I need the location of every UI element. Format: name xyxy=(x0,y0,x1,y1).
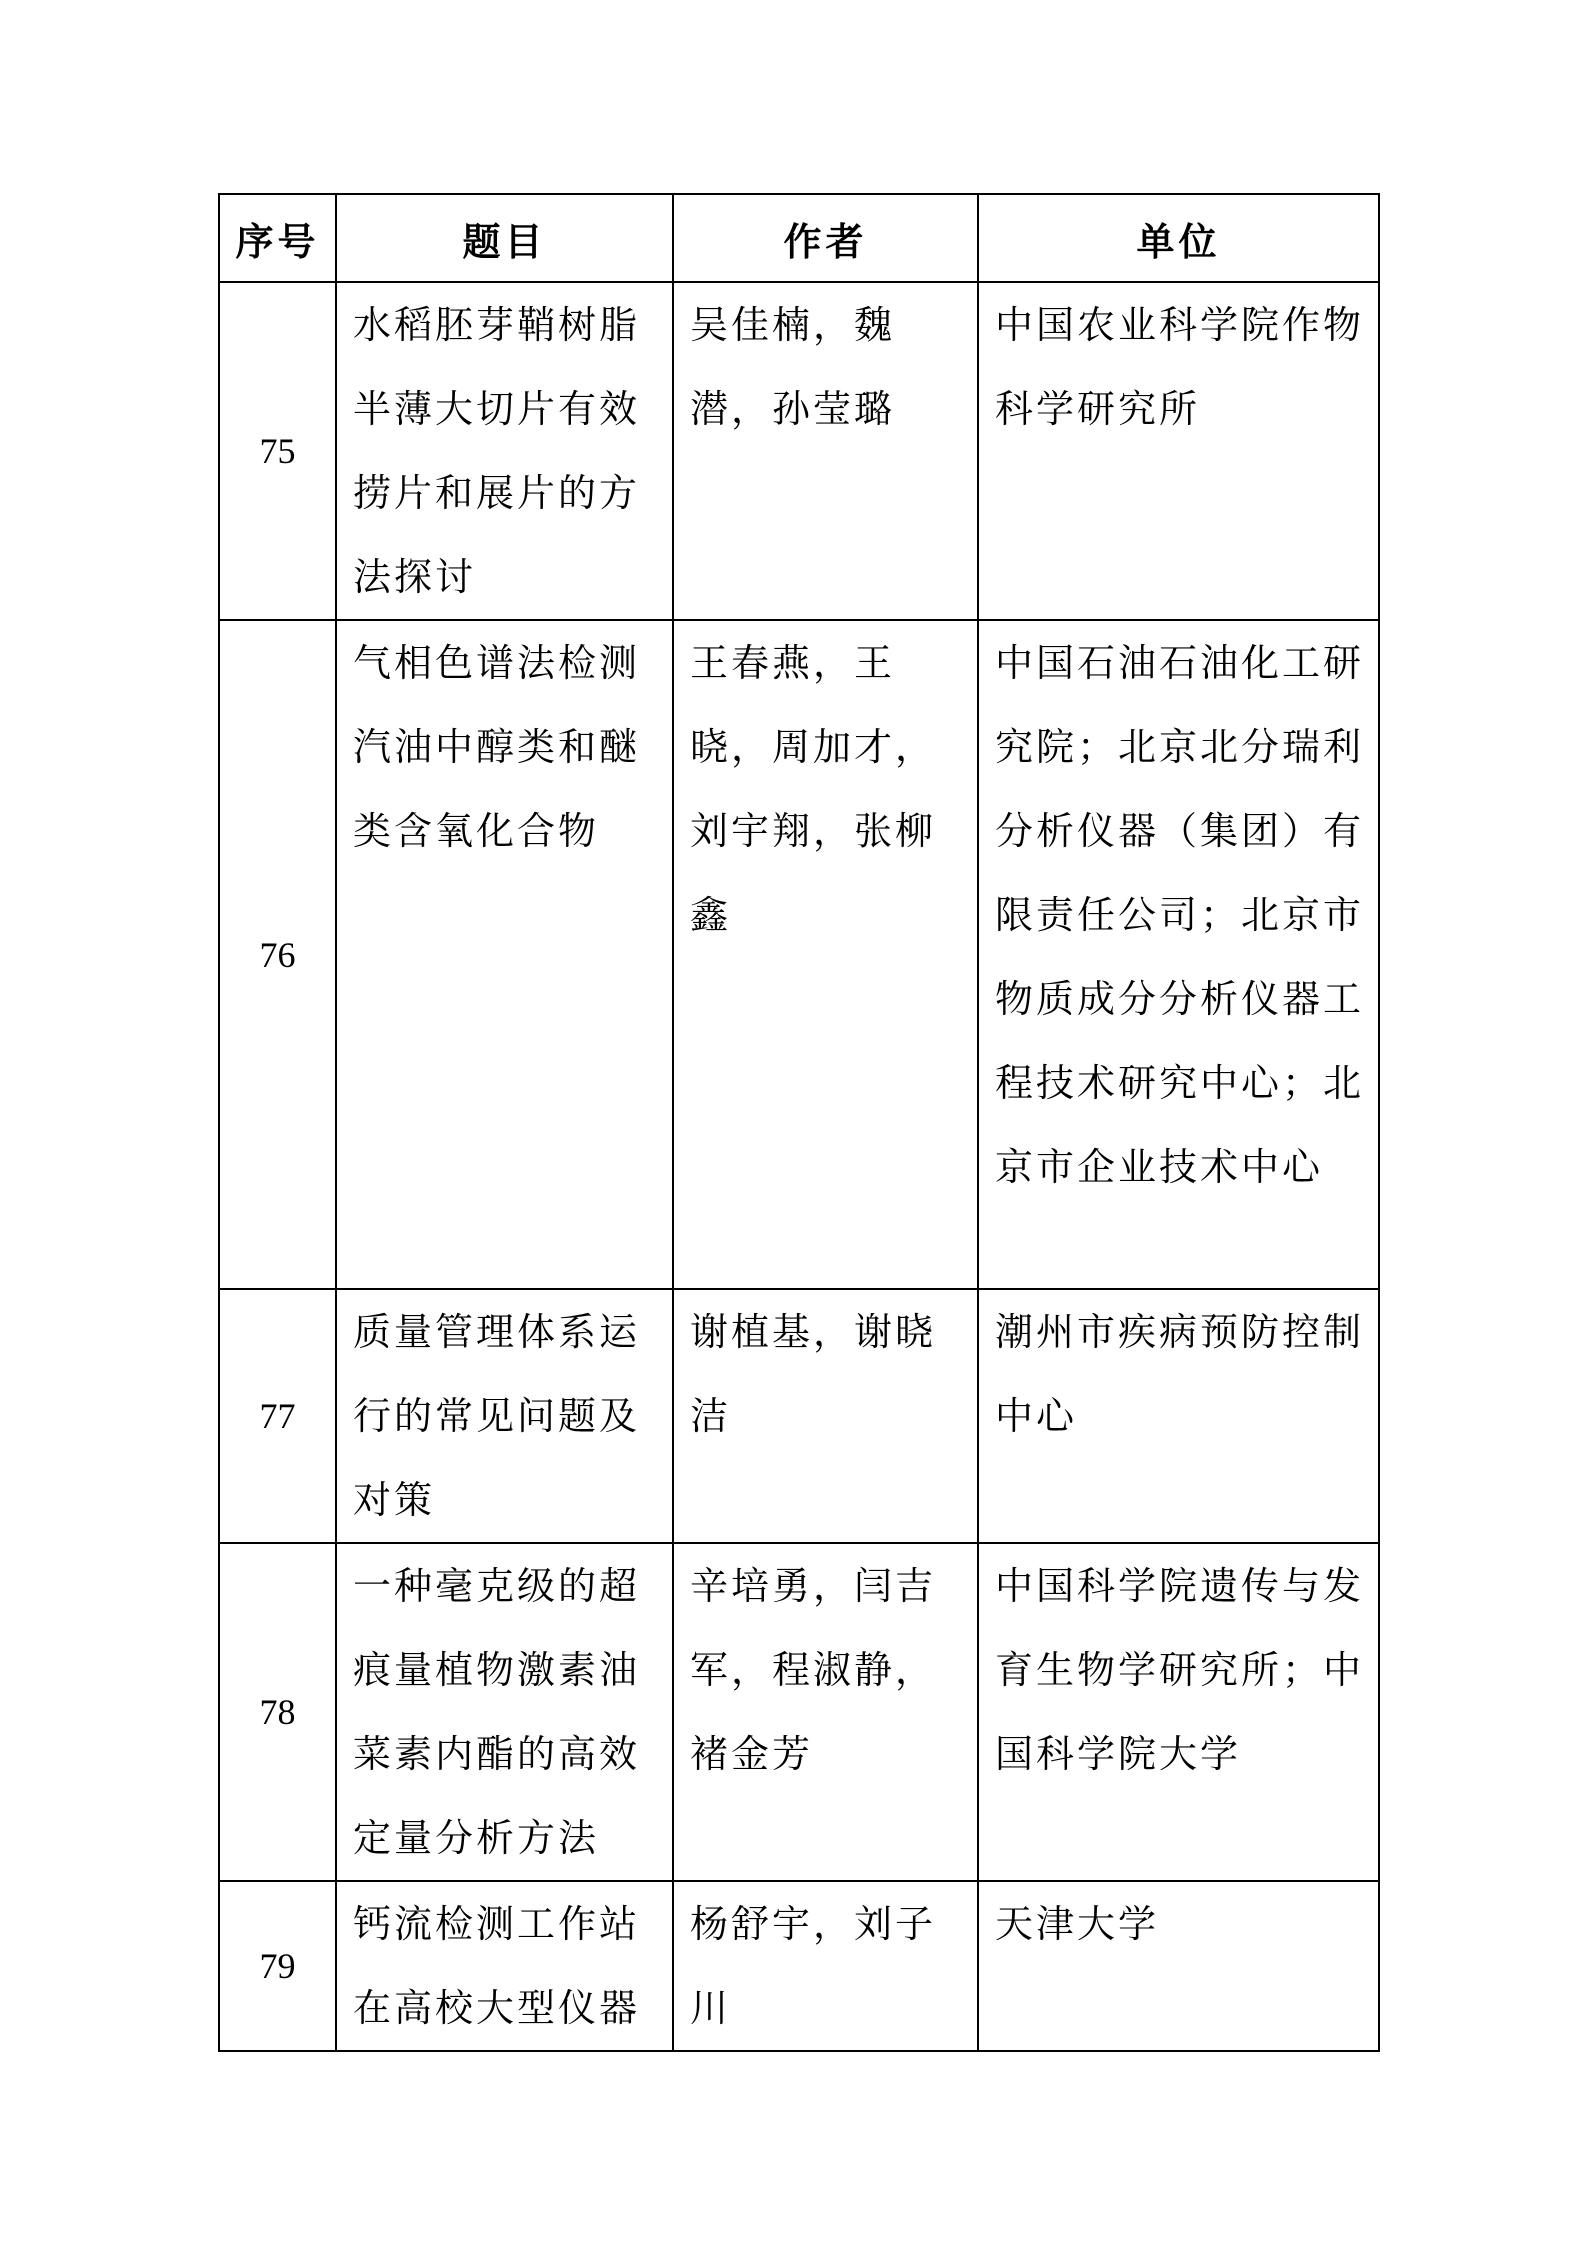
papers-table xyxy=(218,193,1380,2052)
header-no: 序号 xyxy=(219,194,336,282)
table-row xyxy=(219,282,1379,620)
row-number: 76 xyxy=(219,620,336,1289)
paper-unit: 中国科学院遗传与发育生物学研究所；中国科学院大学 xyxy=(978,1543,1379,1881)
table-row xyxy=(219,1881,1379,2051)
header-row xyxy=(219,194,1379,282)
table-row xyxy=(219,620,1379,1289)
table-body xyxy=(219,282,1379,2051)
paper-authors: 辛培勇，闫吉军，程淑静，褚金芳 xyxy=(673,1543,978,1881)
table-row xyxy=(219,1289,1379,1543)
paper-unit: 天津大学 xyxy=(978,1881,1379,2051)
paper-unit: 中国石油石油化工研究院；北京北分瑞利分析仪器（集团）有限责任公司；北京市物质成分分析仪器工程技术研究中心；北京市企业技术中心 xyxy=(978,620,1379,1289)
table-header xyxy=(219,194,1379,282)
paper-title: 一种毫克级的超痕量植物激素油菜素内酯的高效定量分析方法 xyxy=(336,1543,673,1881)
paper-authors: 谢植基，谢晓洁 xyxy=(673,1289,978,1543)
row-number: 75 xyxy=(219,282,336,620)
paper-authors: 吴佳楠，魏潜，孙莹璐 xyxy=(673,282,978,620)
row-number: 79 xyxy=(219,1881,336,2051)
paper-unit: 潮州市疾病预防控制中心 xyxy=(978,1289,1379,1543)
paper-title: 水稻胚芽鞘树脂半薄大切片有效捞片和展片的方法探讨 xyxy=(336,282,673,620)
paper-unit: 中国农业科学院作物科学研究所 xyxy=(978,282,1379,620)
header-unit: 单位 xyxy=(978,194,1379,282)
paper-authors: 王春燕，王晓，周加才，刘宇翔，张柳鑫 xyxy=(673,620,978,1289)
header-author: 作者 xyxy=(673,194,978,282)
paper-authors: 杨舒宇，刘子川 xyxy=(673,1881,978,2051)
paper-title: 钙流检测工作站在高校大型仪器 xyxy=(336,1881,673,2051)
row-number: 78 xyxy=(219,1543,336,1881)
header-title: 题目 xyxy=(336,194,673,282)
paper-title: 质量管理体系运行的常见问题及对策 xyxy=(336,1289,673,1543)
table-row xyxy=(219,1543,1379,1881)
row-number: 77 xyxy=(219,1289,336,1543)
paper-title: 气相色谱法检测汽油中醇类和醚类含氧化合物 xyxy=(336,620,673,1289)
